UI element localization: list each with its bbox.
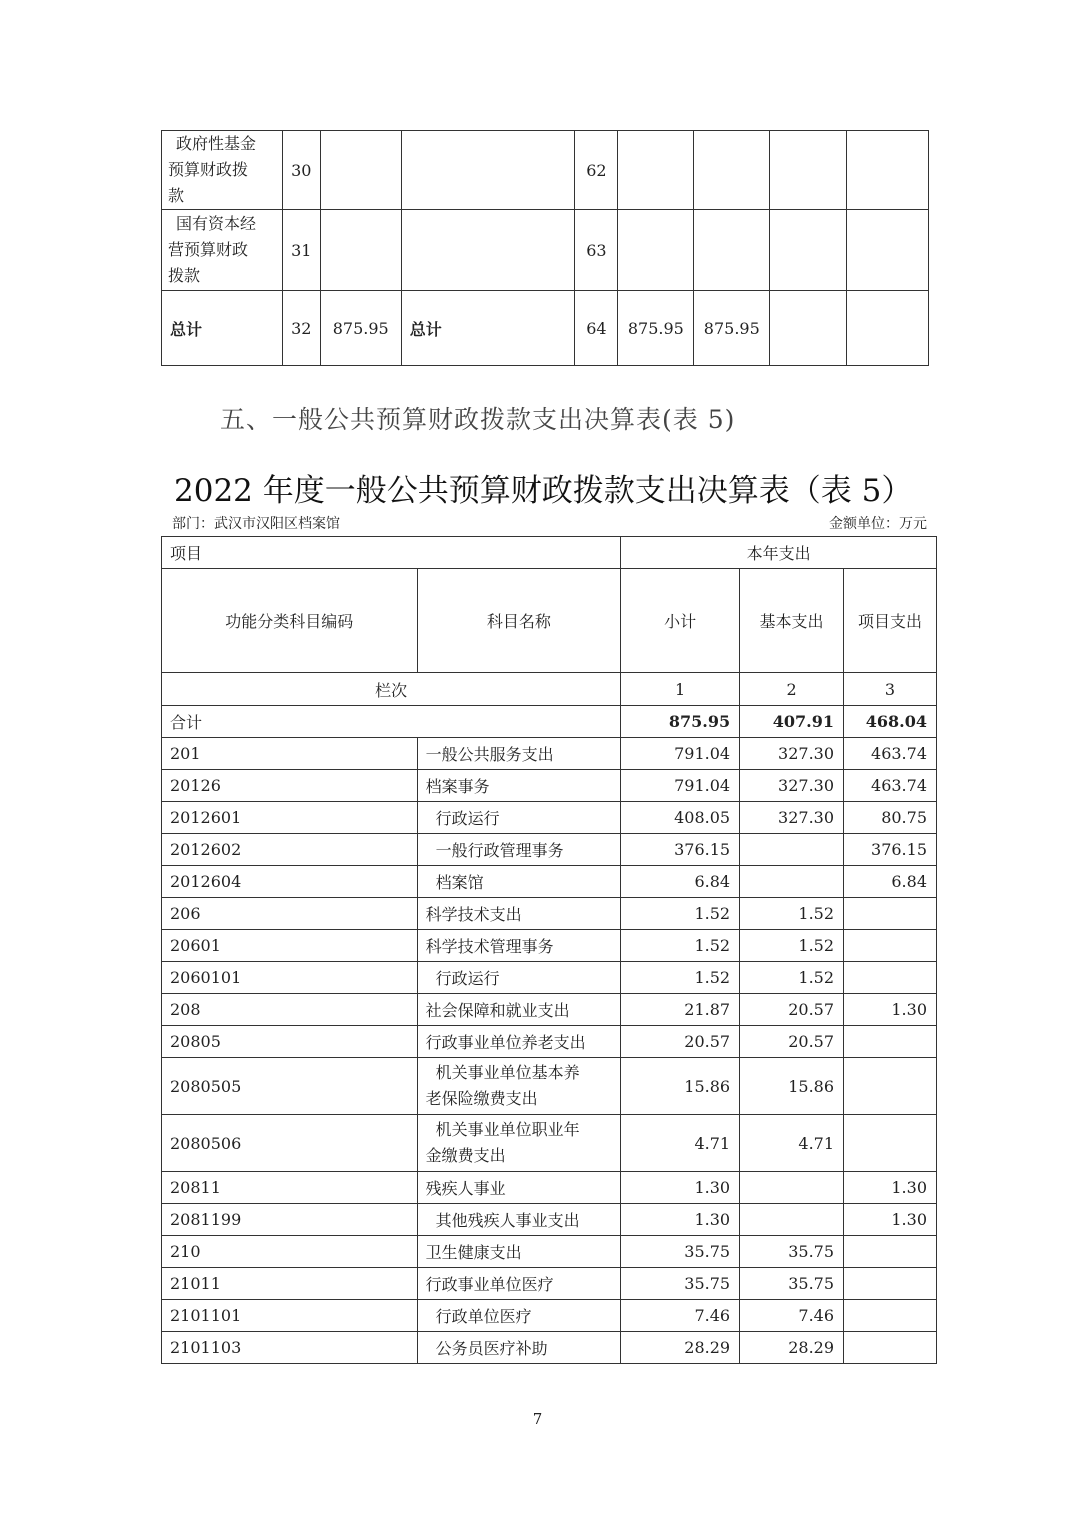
total-label: 总计 <box>162 291 283 366</box>
row-code: 20601 <box>162 930 418 962</box>
table-row <box>162 1115 937 1172</box>
row-name: 科学技术支出 <box>417 898 621 930</box>
right-total-label: 总计 <box>401 291 575 366</box>
row-subtotal: 791.04 <box>621 770 740 802</box>
table-row <box>162 131 929 210</box>
row-project: 6.84 <box>844 866 937 898</box>
row-subtotal: 20.57 <box>621 1026 740 1058</box>
row-basic: 20.57 <box>740 994 844 1026</box>
row-basic: 35.75 <box>740 1268 844 1300</box>
amount: 875.95 <box>320 291 401 366</box>
row-basic: 7.46 <box>740 1300 844 1332</box>
table-row <box>162 1204 937 1236</box>
table4-continued <box>161 130 929 366</box>
row-name-line: 金缴费支出 <box>425 1146 506 1165</box>
row-code: 2081199 <box>162 1204 418 1236</box>
table-row <box>162 866 937 898</box>
row-name: 卫生健康支出 <box>417 1236 621 1268</box>
col-no: 3 <box>844 673 937 706</box>
row-code: 201 <box>162 738 418 770</box>
row-project <box>844 930 937 962</box>
row-basic <box>740 834 844 866</box>
table-row <box>162 1236 937 1268</box>
row-code: 2080505 <box>162 1058 418 1115</box>
header-basic: 基本支出 <box>740 569 844 673</box>
label-line: 政府性基金 <box>176 134 257 153</box>
table-row <box>162 1268 937 1300</box>
department-label: 部门：武汉市汉阳区档案馆 <box>172 516 340 532</box>
row-project: 463.74 <box>844 738 937 770</box>
label-line: 营预算财政 <box>168 240 249 259</box>
row-name: 残疾人事业 <box>417 1172 621 1204</box>
row-subtotal: 1.30 <box>621 1172 740 1204</box>
row-project: 463.74 <box>844 770 937 802</box>
row-basic: 1.52 <box>740 898 844 930</box>
row-code: 2012602 <box>162 834 418 866</box>
row-name-line: 机关事业单位基本养 <box>435 1063 580 1082</box>
row-name: 行政事业单位养老支出 <box>417 1026 621 1058</box>
row-code: 2012604 <box>162 866 418 898</box>
row-subtotal: 35.75 <box>621 1236 740 1268</box>
table-row <box>162 802 937 834</box>
row-subtotal: 15.86 <box>621 1058 740 1115</box>
row-label <box>162 131 283 210</box>
table-row <box>162 930 937 962</box>
label-line: 款 <box>168 186 185 205</box>
row-subtotal: 35.75 <box>621 1268 740 1300</box>
row-basic: 4.71 <box>740 1115 844 1172</box>
cell: 875.95 <box>694 291 770 366</box>
right-label <box>401 210 575 291</box>
row-subtotal: 376.15 <box>621 834 740 866</box>
row-basic: 1.52 <box>740 962 844 994</box>
cell <box>847 210 929 291</box>
section-heading: 五、一般公共预算财政拨款支出决算表(表 5) <box>220 405 736 434</box>
row-subtotal: 7.46 <box>621 1300 740 1332</box>
cell <box>618 210 694 291</box>
row-name-line: 老保险缴费支出 <box>425 1089 538 1108</box>
row-code: 2101103 <box>162 1332 418 1364</box>
row-name: 科学技术管理事务 <box>417 930 621 962</box>
line-no: 32 <box>282 291 320 366</box>
row-basic: 1.52 <box>740 930 844 962</box>
row-subtotal: 791.04 <box>621 738 740 770</box>
row-project <box>844 962 937 994</box>
row-project <box>844 1115 937 1172</box>
row-project: 1.30 <box>844 1204 937 1236</box>
row-subtotal: 1.30 <box>621 1204 740 1236</box>
row-name-line: 机关事业单位职业年 <box>435 1120 580 1139</box>
row-name: 一般公共服务支出 <box>417 738 621 770</box>
row-project <box>844 898 937 930</box>
label-line: 预算财政拨 <box>168 160 249 179</box>
row-basic: 327.30 <box>740 770 844 802</box>
header-row <box>162 569 937 673</box>
row-subtotal: 6.84 <box>621 866 740 898</box>
header-project-exp: 项目支出 <box>844 569 937 673</box>
row-project <box>844 1332 937 1364</box>
row-name: 档案事务 <box>417 770 621 802</box>
label-line: 拨款 <box>168 266 201 285</box>
table-row <box>162 898 937 930</box>
row-project: 80.75 <box>844 802 937 834</box>
row-basic <box>740 866 844 898</box>
row-project <box>844 1026 937 1058</box>
row-code: 21011 <box>162 1268 418 1300</box>
total-project: 468.04 <box>844 706 937 738</box>
row-name: 行政单位医疗 <box>417 1300 621 1332</box>
row-basic <box>740 1204 844 1236</box>
col-no: 2 <box>740 673 844 706</box>
table-row <box>162 1172 937 1204</box>
cell <box>694 210 770 291</box>
row-name: 行政事业单位医疗 <box>417 1268 621 1300</box>
table-row <box>162 1300 937 1332</box>
header-code: 功能分类科目编码 <box>162 569 418 673</box>
cell <box>694 131 770 210</box>
row-code: 20811 <box>162 1172 418 1204</box>
header-subtotal: 小计 <box>621 569 740 673</box>
row-basic: 20.57 <box>740 1026 844 1058</box>
cell <box>618 131 694 210</box>
cell <box>847 131 929 210</box>
table-row <box>162 210 929 291</box>
row-subtotal: 408.05 <box>621 802 740 834</box>
amount <box>320 131 401 210</box>
line-no: 30 <box>282 131 320 210</box>
row-subtotal: 28.29 <box>621 1332 740 1364</box>
row-subtotal: 1.52 <box>621 962 740 994</box>
row-code: 20805 <box>162 1026 418 1058</box>
cell: 875.95 <box>618 291 694 366</box>
row-basic: 28.29 <box>740 1332 844 1364</box>
row-code: 208 <box>162 994 418 1026</box>
cell <box>770 291 847 366</box>
total-subtotal: 875.95 <box>621 706 740 738</box>
unit-label: 金额单位：万元 <box>829 516 927 532</box>
row-subtotal: 4.71 <box>621 1115 740 1172</box>
total-row <box>162 706 937 738</box>
row-project: 1.30 <box>844 1172 937 1204</box>
row-code: 206 <box>162 898 418 930</box>
row-basic: 35.75 <box>740 1236 844 1268</box>
row-basic: 15.86 <box>740 1058 844 1115</box>
row-name: 公务员医疗补助 <box>417 1332 621 1364</box>
page-number: 7 <box>532 1410 543 1428</box>
row-name: 一般行政管理事务 <box>417 834 621 866</box>
header-current-year: 本年支出 <box>621 537 937 569</box>
table-row <box>162 1026 937 1058</box>
row-basic <box>740 1172 844 1204</box>
col-no: 1 <box>621 673 740 706</box>
total-label: 合计 <box>162 706 621 738</box>
row-code: 2101101 <box>162 1300 418 1332</box>
row-subtotal: 1.52 <box>621 930 740 962</box>
row-name <box>417 1115 621 1172</box>
expenditure-table <box>161 536 937 1364</box>
row-subtotal: 21.87 <box>621 994 740 1026</box>
header-row <box>162 537 937 569</box>
row-name: 行政运行 <box>417 962 621 994</box>
cell <box>770 131 847 210</box>
row-project <box>844 1236 937 1268</box>
header-name: 科目名称 <box>417 569 621 673</box>
row-name: 社会保障和就业支出 <box>417 994 621 1026</box>
row-basic: 327.30 <box>740 802 844 834</box>
table-row <box>162 1332 937 1364</box>
label-line: 国有资本经 <box>176 214 257 233</box>
table-row <box>162 738 937 770</box>
right-line-no: 62 <box>575 131 618 210</box>
cell <box>770 210 847 291</box>
row-code: 210 <box>162 1236 418 1268</box>
table-row <box>162 770 937 802</box>
line-no: 31 <box>282 210 320 291</box>
row-project <box>844 1058 937 1115</box>
row-name: 其他残疾人事业支出 <box>417 1204 621 1236</box>
row-project <box>844 1300 937 1332</box>
row-label <box>162 210 283 291</box>
row-code: 2060101 <box>162 962 418 994</box>
table-row <box>162 962 937 994</box>
row-code: 2080506 <box>162 1115 418 1172</box>
table-row <box>162 994 937 1026</box>
row-name: 档案馆 <box>417 866 621 898</box>
row-name <box>417 1058 621 1115</box>
table-row <box>162 1058 937 1115</box>
row-subtotal: 1.52 <box>621 898 740 930</box>
row-project <box>844 1268 937 1300</box>
total-basic: 407.91 <box>740 706 844 738</box>
row-name: 行政运行 <box>417 802 621 834</box>
right-line-no: 63 <box>575 210 618 291</box>
header-project: 项目 <box>162 537 621 569</box>
row-code: 20126 <box>162 770 418 802</box>
right-line-no: 64 <box>575 291 618 366</box>
row-basic: 327.30 <box>740 738 844 770</box>
column-no-label: 栏次 <box>162 673 621 706</box>
table-row-total <box>162 291 929 366</box>
column-no-row <box>162 673 937 706</box>
row-code: 2012601 <box>162 802 418 834</box>
row-project: 376.15 <box>844 834 937 866</box>
table-title: 2022 年度一般公共预算财政拨款支出决算表（表 5） <box>174 473 913 509</box>
amount <box>320 210 401 291</box>
row-project: 1.30 <box>844 994 937 1026</box>
cell <box>847 291 929 366</box>
right-label <box>401 131 575 210</box>
table-row <box>162 834 937 866</box>
